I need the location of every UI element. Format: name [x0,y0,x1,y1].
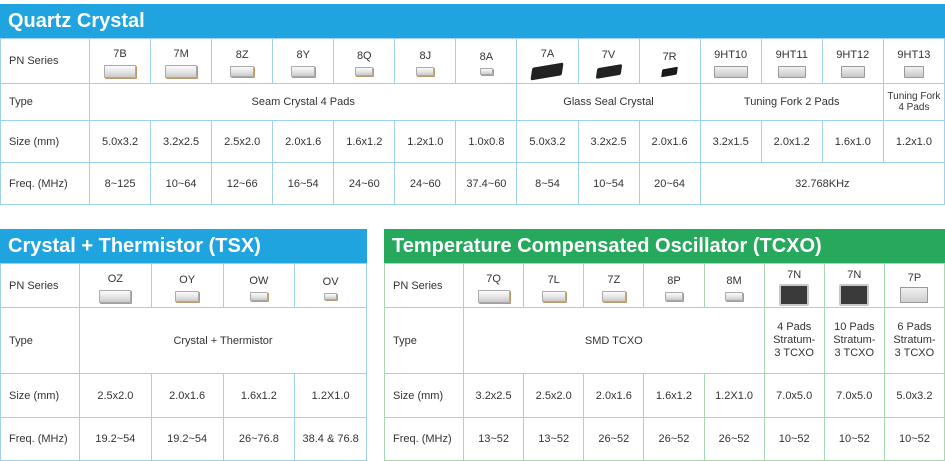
type-glass: Glass Seal Crystal [517,84,700,121]
pn-oy: OY [151,264,223,308]
pn-7m: 7M [151,39,212,84]
size-cell: 2.0x1.6 [584,374,644,418]
size-cell: 2.5x2.0 [524,374,584,418]
crystal-package-icon [165,65,197,78]
pn-8a: 8A [456,39,517,84]
freq-cell: 10~52 [824,418,884,461]
size-cell: 3.2x2.5 [464,374,524,418]
tuning-fork-icon [778,66,806,78]
size-cell: 1.2x1.0 [395,121,456,163]
freq-cell: 10~64 [151,163,212,205]
freq-cell: 16~54 [273,163,334,205]
tsx-pn-label: PN Series [1,264,80,308]
tuning-fork-icon [904,66,924,78]
tcxo-package-icon [665,292,683,301]
crystal-package-icon [416,67,434,76]
size-cell: 3.2x2.5 [151,121,212,163]
pn-9ht11: 9HT11 [761,39,822,84]
size-cell: 1.2x1.0 [883,121,944,163]
tuning-fork-icon [714,66,748,78]
pn-8p: 8P [644,264,704,308]
freq-cell: 26~52 [704,418,764,461]
pn-oz: OZ [80,264,152,308]
pn-row [1,39,945,84]
tsx-freq-row [1,418,367,461]
size-cell: 2.0x1.6 [273,121,334,163]
tsx-package-icon [99,290,131,303]
tcxo-pn-label: PN Series [385,264,464,308]
tcxo-package-icon [542,291,566,302]
tcxo-type-row [385,308,945,374]
tuning-fork-icon [841,66,865,78]
pn-8z: 8Z [212,39,273,84]
tsx-title: Crystal + Thermistor (TSX) [0,229,367,263]
size-cell: 2.0x1.2 [761,121,822,163]
size-cell: 1.0x0.8 [456,121,517,163]
tcxo-package-icon [478,290,510,303]
pn-7z: 7Z [584,264,644,308]
pn-8y: 8Y [273,39,334,84]
pn-7b: 7B [90,39,151,84]
freq-cell: 24~60 [334,163,395,205]
pn-7l: 7L [524,264,584,308]
size-cell: 5.0x3.2 [884,374,944,418]
freq-label: Freq. (MHz) [1,163,90,205]
type-label: Type [1,84,90,121]
size-cell: 1.6x1.2 [223,374,295,418]
crystal-package-icon [355,67,373,76]
tcxo-package-icon [602,291,626,302]
tcxo-size-row [385,374,945,418]
crystal-package-icon [104,65,136,78]
tcxo-pn-row [385,264,945,308]
type-tuning-2: Tuning Fork 2 Pads [700,84,883,121]
tcxo-panel [384,229,945,461]
tsx-table [0,263,367,461]
pn-8q: 8Q [334,39,395,84]
size-cell: 2.0x1.6 [639,121,700,163]
tsx-size-label: Size (mm) [1,374,80,418]
stratum-tcxo-icon [779,284,809,306]
pn-9ht10: 9HT10 [700,39,761,84]
type-tuning-4: Tuning Fork 4 Pads [883,84,944,121]
tcxo-package-icon [725,292,743,301]
size-row [1,121,945,163]
tsx-panel [0,229,367,461]
tsx-size-row [1,374,367,418]
tsx-type-label: Type [1,308,80,374]
freq-cell: 24~60 [395,163,456,205]
freq-cell: 13~52 [464,418,524,461]
freq-cell: 26~52 [584,418,644,461]
size-cell: 1.2X1.0 [295,374,367,418]
glass-seal-crystal-icon [661,66,678,76]
tsx-freq-label: Freq. (MHz) [1,418,80,461]
crystal-package-icon [480,68,493,75]
freq-cell: 19.2~54 [80,418,152,461]
tcxo-type-7n-4pad: 4 Pads Stratum- 3 TCXO [764,308,824,374]
pn-7v: 7V [578,39,639,84]
freq-cell: 10~52 [764,418,824,461]
type-row [1,84,945,121]
tcxo-freq-row [385,418,945,461]
size-cell: 1.6x1.0 [822,121,883,163]
size-cell: 1.2X1.0 [704,374,764,418]
pn-7a: 7A [517,39,578,84]
tsx-pn-row [1,264,367,308]
quartz-crystal-table [0,38,945,205]
tcxo-freq-label: Freq. (MHz) [385,418,464,461]
size-label: Size (mm) [1,121,90,163]
pn-8m: 8M [704,264,764,308]
freq-cell: 10~54 [578,163,639,205]
pn-7n-10pad: 7N [824,264,884,308]
pn-8j: 8J [395,39,456,84]
freq-cell: 20~64 [639,163,700,205]
tcxo-size-label: Size (mm) [385,374,464,418]
glass-seal-crystal-icon [531,62,564,80]
tcxo-type-7n-10pad: 10 Pads Stratum- 3 TCXO [824,308,884,374]
freq-cell: 37.4~60 [456,163,517,205]
tcxo-title: Temperature Compensated Oscillator (TCXO) [384,229,945,263]
size-cell: 2.5x2.0 [212,121,273,163]
crystal-package-icon [291,66,315,77]
tsx-package-icon [324,293,337,300]
pn-7q: 7Q [464,264,524,308]
stratum-tcxo-icon [900,287,928,303]
type-seam: Seam Crystal 4 Pads [90,84,517,121]
pn-7r: 7R [639,39,700,84]
size-cell: 3.2x2.5 [578,121,639,163]
tcxo-table [384,263,945,461]
pn-9ht13: 9HT13 [883,39,944,84]
size-cell: 2.0x1.6 [151,374,223,418]
glass-seal-crystal-icon [595,64,622,79]
size-cell: 2.5x2.0 [80,374,152,418]
quartz-crystal-panel [0,4,945,205]
tsx-package-icon [175,291,199,302]
size-cell: 5.0x3.2 [517,121,578,163]
size-cell: 1.6x1.2 [334,121,395,163]
stratum-tcxo-icon [839,284,869,306]
freq-cell: 19.2~54 [151,418,223,461]
freq-cell: 10~52 [884,418,944,461]
freq-tuning: 32.768KHz [700,163,944,205]
pn-ow: OW [223,264,295,308]
freq-cell: 12~66 [212,163,273,205]
freq-cell: 8~54 [517,163,578,205]
pn-label: PN Series [1,39,90,84]
size-cell: 1.6x1.2 [644,374,704,418]
freq-cell: 38.4 & 76.8 [295,418,367,461]
tcxo-type-7p: 6 Pads Stratum- 3 TCXO [884,308,944,374]
freq-row [1,163,945,205]
size-cell: 5.0x3.2 [90,121,151,163]
size-cell: 7.0x5.0 [764,374,824,418]
pn-7n-4pad: 7N [764,264,824,308]
tsx-type-row [1,308,367,374]
size-cell: 7.0x5.0 [824,374,884,418]
freq-cell: 26~52 [644,418,704,461]
size-cell: 3.2x1.5 [700,121,761,163]
pn-9ht12: 9HT12 [822,39,883,84]
freq-cell: 26~76.8 [223,418,295,461]
freq-cell: 13~52 [524,418,584,461]
tsx-package-icon [250,292,268,301]
tcxo-type-label: Type [385,308,464,374]
tcxo-type-smd: SMD TCXO [464,308,765,374]
pn-ov: OV [295,264,367,308]
freq-cell: 8~125 [90,163,151,205]
tsx-type: Crystal + Thermistor [80,308,367,374]
pn-7p: 7P [884,264,944,308]
quartz-crystal-title: Quartz Crystal [0,4,945,38]
crystal-package-icon [230,66,254,77]
